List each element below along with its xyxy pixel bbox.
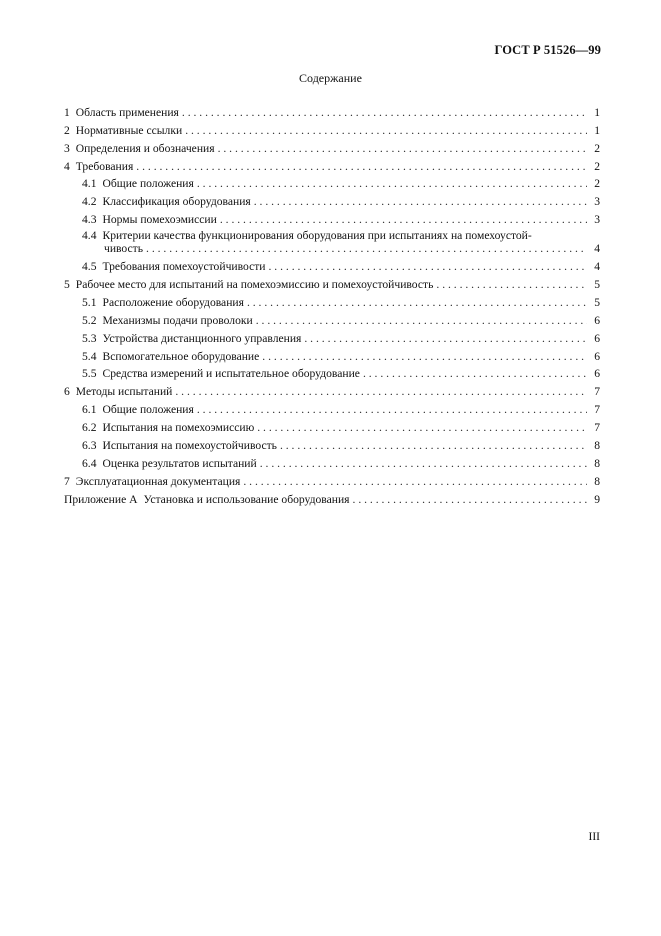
toc-entry-6[interactable] (64, 380, 600, 398)
document-id: ГОСТ Р 51526—99 (494, 43, 601, 57)
toc-entry-number: 3 (64, 141, 70, 155)
toc-entry-title: Испытания на помехоэмиссию (102, 421, 255, 435)
dot-leader (260, 457, 587, 470)
toc-entry-5-1[interactable] (64, 291, 600, 309)
dot-leader (304, 332, 587, 345)
toc-entry-page: 4 (594, 260, 600, 274)
toc-entry-number: 5 (64, 278, 70, 292)
toc-entry-number: 6.2 (82, 421, 97, 435)
dot-leader (175, 385, 587, 398)
toc-entry-title: Определения и обозначения (75, 141, 215, 155)
toc-entry-number: 4.1 (82, 177, 97, 191)
toc-entry-number: 5.2 (82, 313, 97, 327)
toc-entry-title: Общие положения (102, 403, 194, 417)
toc-entry-5-3[interactable] (64, 327, 600, 345)
toc-entry-4-1[interactable] (64, 173, 600, 191)
toc-entry-title: Критерии качества функционирования оборудования при испытаниях на помехоустой- (102, 229, 532, 243)
toc-entry-page: 7 (594, 421, 600, 435)
toc-entry-4[interactable] (64, 155, 600, 173)
toc-entry-number: 6.1 (82, 403, 97, 417)
toc-entry-page: 5 (594, 295, 600, 309)
dot-leader (269, 260, 588, 273)
dot-leader (182, 106, 587, 119)
toc-entry-page: 1 (594, 105, 600, 119)
toc-entry-4-3[interactable] (64, 208, 600, 226)
toc-entry-number: 6.3 (82, 439, 97, 453)
toc-entry-page: 3 (594, 195, 600, 209)
toc-entry-page: 2 (594, 177, 600, 191)
toc-entry-title: Средства измерений и испытательное оборудование (102, 367, 360, 381)
toc-entry-4-5[interactable] (64, 255, 600, 273)
toc-entry-number: 4.2 (82, 195, 97, 209)
toc-entry-number: 5.4 (82, 349, 97, 363)
toc-entry-3[interactable] (64, 137, 600, 155)
toc-entry-page: 6 (594, 313, 600, 327)
toc-entry-title: Механизмы подачи проволоки (102, 313, 253, 327)
toc-entry-6-4[interactable] (64, 452, 600, 470)
toc-entry-title: Оценка результатов испытаний (102, 456, 257, 470)
toc-entry-title: Требования помехоустойчивости (102, 260, 266, 274)
dot-leader (218, 142, 587, 155)
toc-entry-page: 9 (594, 492, 600, 506)
dot-leader (247, 296, 587, 309)
toc-entry-page: 8 (594, 439, 600, 453)
toc-entry-5-2[interactable] (64, 309, 600, 327)
toc-entry-number: 4 (64, 159, 70, 173)
toc-entry-page: 4 (594, 242, 600, 256)
dot-leader (220, 213, 587, 226)
toc-entry-title: Устройства дистанционного управления (102, 331, 302, 345)
toc-entry-4-2[interactable] (64, 190, 600, 208)
dot-leader (353, 493, 587, 506)
toc-entry-page: 2 (594, 141, 600, 155)
toc-entry-page: 6 (594, 331, 600, 345)
toc-entry-number: 5.5 (82, 367, 97, 381)
toc-entry-number: 7 (64, 474, 70, 488)
toc-entry-number: 4.5 (82, 260, 97, 274)
toc-entry-page: 6 (594, 367, 600, 381)
toc-entry-number: 2 (64, 123, 70, 137)
toc-entry-title: Рабочее место для испытаний на помехоэмиссию и помехоустойчивость (75, 278, 434, 292)
toc-entry-number: 5.3 (82, 331, 97, 345)
toc-entry-title: Установка и использование оборудования (143, 492, 350, 506)
dot-leader (254, 195, 587, 208)
toc-entry-number: 4.4 (82, 229, 97, 243)
toc-entry-4-4[interactable] (64, 226, 600, 242)
dot-leader (136, 160, 587, 173)
toc-entry-page: 6 (594, 349, 600, 363)
toc-entry-title: Расположение оборудования (102, 295, 244, 309)
toc-entry-7[interactable] (64, 470, 600, 488)
page-number: III (588, 831, 600, 843)
toc-entry-title: Вспомогательное оборудование (102, 349, 260, 363)
dot-leader (262, 350, 587, 363)
toc-entry-4-4-continued[interactable] (64, 242, 600, 255)
toc-entry-page: 7 (594, 385, 600, 399)
toc-entry-5[interactable] (64, 273, 600, 291)
dot-leader (185, 124, 587, 137)
toc-entry-2[interactable] (64, 119, 600, 137)
toc-entry-number: 6.4 (82, 456, 97, 470)
toc-entry-page: 5 (594, 278, 600, 292)
toc-entry-appendix-a[interactable] (64, 488, 600, 506)
toc-entry-title: Эксплуатационная документация (75, 474, 241, 488)
dot-leader (197, 403, 587, 416)
dot-leader (363, 367, 587, 380)
toc-entry-6-2[interactable] (64, 416, 600, 434)
toc-entry-title: Методы испытаний (75, 385, 173, 399)
page-title: Содержание (299, 71, 362, 85)
toc-entry-page: 8 (594, 474, 600, 488)
toc-entry-title: Испытания на помехоустойчивость (102, 439, 277, 453)
dot-leader (146, 242, 587, 255)
toc-entry-number: 1 (64, 105, 70, 119)
toc-entry-number: 5.1 (82, 295, 97, 309)
toc-entry-title: чивость (104, 242, 144, 256)
dot-leader (436, 278, 587, 291)
toc-entry-6-3[interactable] (64, 434, 600, 452)
dot-leader (243, 475, 587, 488)
toc-entry-5-4[interactable] (64, 345, 600, 363)
toc-entry-page: 8 (594, 456, 600, 470)
toc-entry-number: 6 (64, 385, 70, 399)
dot-leader (280, 439, 587, 452)
toc-entry-title: Область применения (75, 105, 179, 119)
table-of-contents (64, 101, 600, 506)
toc-entry-number: 4.3 (82, 213, 97, 227)
dot-leader (257, 421, 587, 434)
toc-entry-title: Требования (75, 159, 134, 173)
toc-entry-page: 3 (594, 213, 600, 227)
toc-entry-page: 1 (594, 123, 600, 137)
toc-entry-page: 7 (594, 403, 600, 417)
toc-entry-title: Нормы помехоэмиссии (102, 213, 217, 227)
toc-entry-page: 2 (594, 159, 600, 173)
toc-entry-1[interactable] (64, 101, 600, 119)
toc-entry-number: Приложение А (64, 492, 138, 506)
toc-entry-title: Нормативные ссылки (75, 123, 183, 137)
toc-entry-5-5[interactable] (64, 363, 600, 381)
dot-leader (197, 177, 587, 190)
dot-leader (256, 314, 587, 327)
toc-entry-6-1[interactable] (64, 398, 600, 416)
toc-entry-title: Общие положения (102, 177, 194, 191)
toc-entry-title: Классификация оборудования (102, 195, 251, 209)
